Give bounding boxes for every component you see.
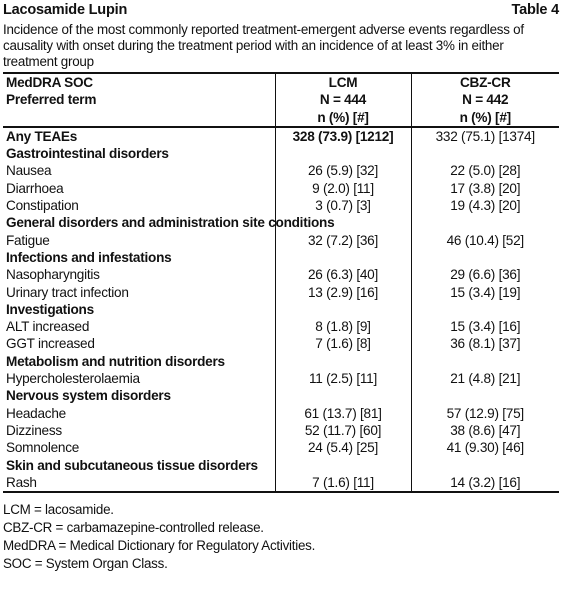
header-lcm-n: N = 444 xyxy=(275,91,411,108)
soc-label: Investigations xyxy=(6,301,94,317)
cbz-cell: 22 (5.0) [28] xyxy=(411,162,559,179)
any-teae-cbz: 332 (75.1) [1374] xyxy=(411,127,559,145)
title-row xyxy=(3,0,559,22)
soc-label: Gastrointestinal disorders xyxy=(6,146,169,162)
term-cell: Hypercholesterolaemia xyxy=(6,371,140,387)
term-cell: Nausea xyxy=(6,163,52,179)
term-cell: Nasopharyngitis xyxy=(6,267,100,283)
header-cbz-name: CBZ-CR xyxy=(411,73,559,91)
table-number: Table 4 xyxy=(511,2,559,18)
any-teae-lcm: 328 (73.9) [1212] xyxy=(275,127,411,145)
cbz-cell: 57 (12.9) [75] xyxy=(411,405,559,422)
lcm-cell: 7 (1.6) [11] xyxy=(275,474,411,492)
cbz-cell: 15 (3.4) [19] xyxy=(411,284,559,301)
term-cell: GGT increased xyxy=(6,336,95,352)
soc-row xyxy=(3,457,559,474)
cbz-cell: 14 (3.2) [16] xyxy=(411,474,559,492)
cbz-cell: 21 (4.8) [21] xyxy=(411,370,559,387)
soc-row xyxy=(3,387,559,404)
lcm-cell: 3 (0.7) [3] xyxy=(275,197,411,214)
term-cell: Urinary tract infection xyxy=(6,284,129,300)
lcm-cell: 61 (13.7) [81] xyxy=(275,405,411,422)
header-lcm-name: LCM xyxy=(275,73,411,91)
header-lcm-stat: n (%) [#] xyxy=(275,109,411,127)
adverse-events-table xyxy=(3,72,559,493)
header-row xyxy=(3,109,559,127)
cbz-cell: 41 (9.30) [46] xyxy=(411,439,559,456)
term-cell: ALT increased xyxy=(6,319,90,335)
document-title: Lacosamide Lupin xyxy=(3,2,128,18)
footnotes xyxy=(3,501,559,572)
header-cbz-n: N = 442 xyxy=(411,91,559,108)
table-row xyxy=(3,284,559,301)
table-row xyxy=(3,439,559,456)
lcm-cell: 26 (6.3) [40] xyxy=(275,266,411,283)
table-row xyxy=(3,266,559,283)
soc-label: Nervous system disorders xyxy=(6,388,171,404)
table-row xyxy=(3,422,559,439)
footnote: SOC = System Organ Class. xyxy=(3,555,168,571)
term-cell: Constipation xyxy=(6,198,79,214)
soc-row xyxy=(3,145,559,162)
footnote: CBZ-CR = carbamazepine-controlled release. xyxy=(3,519,264,535)
header-soc: MedDRA SOC xyxy=(6,75,93,90)
lcm-cell: 11 (2.5) [11] xyxy=(275,370,411,387)
table-row xyxy=(3,318,559,335)
table-row xyxy=(3,162,559,179)
soc-row xyxy=(3,353,559,370)
cbz-cell: 29 (6.6) [36] xyxy=(411,266,559,283)
soc-row xyxy=(3,249,559,266)
term-cell: Dizziness xyxy=(6,422,62,438)
soc-row xyxy=(3,214,559,231)
cbz-cell: 19 (4.3) [20] xyxy=(411,197,559,214)
table-row xyxy=(3,474,559,492)
table-row xyxy=(3,405,559,422)
header-row xyxy=(3,91,559,108)
header-cbz-stat: n (%) [#] xyxy=(411,109,559,127)
soc-label: Infections and infestations xyxy=(6,249,172,265)
table-row xyxy=(3,370,559,387)
lcm-cell: 8 (1.8) [9] xyxy=(275,318,411,335)
term-cell: Rash xyxy=(6,474,37,490)
lcm-cell: 52 (11.7) [60] xyxy=(275,422,411,439)
footnote: LCM = lacosamide. xyxy=(3,502,114,518)
lcm-cell: 32 (7.2) [36] xyxy=(275,232,411,249)
header-row xyxy=(3,73,559,91)
cbz-cell: 17 (3.8) [20] xyxy=(411,180,559,197)
cbz-cell: 46 (10.4) [52] xyxy=(411,232,559,249)
soc-row xyxy=(3,301,559,318)
footnote: MedDRA = Medical Dictionary for Regulatory Activities. xyxy=(3,537,316,553)
lcm-cell: 13 (2.9) [16] xyxy=(275,284,411,301)
table-row xyxy=(3,180,559,197)
soc-label: General disorders and administration site conditions xyxy=(6,215,335,231)
table-caption: Incidence of the most commonly reported treatment-emergent adverse events regardless of causality with onset during the treatment period with an incidence of at least 3% in either treatment group xyxy=(3,22,524,69)
table-row xyxy=(3,335,559,352)
lcm-cell: 26 (5.9) [32] xyxy=(275,162,411,179)
term-cell: Fatigue xyxy=(6,232,50,248)
lcm-cell: 24 (5.4) [25] xyxy=(275,439,411,456)
lcm-cell: 9 (2.0) [11] xyxy=(275,180,411,197)
table-row xyxy=(3,127,559,145)
term-cell: Diarrhoea xyxy=(6,180,64,196)
lcm-cell: 7 (1.6) [8] xyxy=(275,335,411,352)
header-preferred-term: Preferred term xyxy=(6,92,97,108)
table-row xyxy=(3,232,559,249)
soc-label: Skin and subcutaneous tissue disorders xyxy=(6,457,258,473)
table-row xyxy=(3,197,559,214)
cbz-cell: 15 (3.4) [16] xyxy=(411,318,559,335)
any-teae-label: Any TEAEs xyxy=(6,128,78,144)
term-cell: Somnolence xyxy=(6,440,80,456)
cbz-cell: 38 (8.6) [47] xyxy=(411,422,559,439)
cbz-cell: 36 (8.1) [37] xyxy=(411,335,559,352)
term-cell: Headache xyxy=(6,405,66,421)
soc-label: Metabolism and nutrition disorders xyxy=(6,353,225,369)
